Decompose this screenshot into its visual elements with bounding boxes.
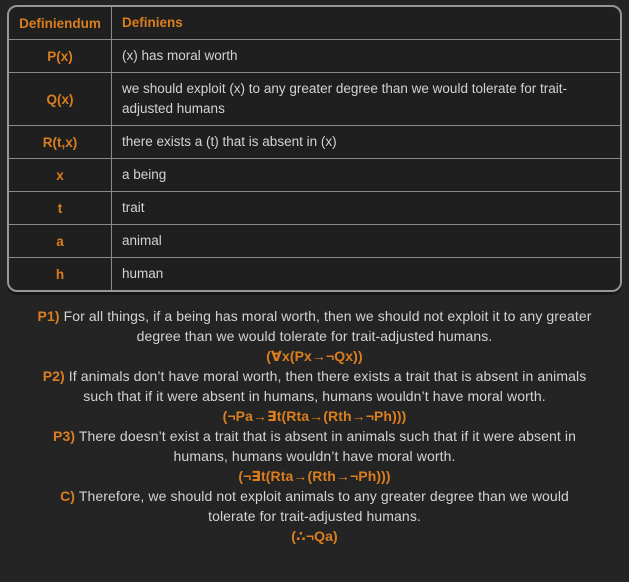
definition-cell: a being: [122, 167, 167, 182]
term-cell: x: [9, 159, 112, 191]
table-row: [9, 224, 620, 257]
definition-cell: human: [122, 266, 164, 281]
premise-p2-formula: (¬Pa→∃t(Rta→(Rth→¬Ph))): [222, 408, 407, 424]
premise-p2-text: If animals don’t have moral worth, then there exists a trait that is absent in animals such that if it were absent in humans, humans wouldn’t have moral worth.: [68, 368, 587, 404]
premise-p1-text: For all things, if a being has moral worth, then we should not exploit it to any greater degree than we would tolerate for trait-adjusted humans.: [63, 308, 592, 344]
definition-cell: trait: [122, 200, 145, 215]
table-row: [9, 191, 620, 224]
premise-p3-formula: (¬∃t(Rta→(Rth→¬Ph))): [238, 468, 391, 484]
premise-p1-label: P1): [37, 308, 60, 324]
table-row: [9, 257, 620, 290]
term-cell: t: [9, 192, 112, 224]
conclusion: [37, 486, 593, 526]
definition-cell: there exists a (t) that is absent in (x): [122, 134, 337, 149]
table-header-row: [9, 7, 620, 39]
page: [0, 5, 629, 546]
argument-section: [37, 306, 593, 546]
premise-p3-label: P3): [53, 428, 76, 444]
table-row: [9, 39, 620, 72]
term-cell: R(t,x): [9, 126, 112, 158]
conclusion-formula: (∴¬Qa): [291, 528, 338, 544]
premise-p3-text: There doesn’t exist a trait that is absent in animals such that if it were absent in humans, humans wouldn’t have moral worth.: [78, 428, 576, 464]
premise-p2: [37, 366, 593, 406]
conclusion-text: Therefore, we should not exploit animals to any greater degree than we would tolerate for trait-adjusted humans.: [78, 488, 569, 524]
definitions-table: [7, 5, 622, 292]
definition-cell: (x) has moral worth: [122, 48, 238, 63]
premise-p1: [37, 306, 593, 346]
premise-p3: [37, 426, 593, 466]
premise-p2-label: P2): [42, 368, 65, 384]
term-cell: h: [9, 258, 112, 290]
definition-cell: animal: [122, 233, 162, 248]
table-row: [9, 158, 620, 191]
header-definiens-cell: Definiens: [122, 15, 183, 30]
definition-cell: we should exploit (x) to any greater degree than we would tolerate for trait-adjusted humans: [122, 81, 567, 116]
term-cell: P(x): [9, 40, 112, 72]
table-row: [9, 125, 620, 158]
conclusion-label: C): [60, 488, 76, 504]
table-row: [9, 72, 620, 125]
header-definiendum-cell: Definiendum: [9, 7, 112, 39]
term-cell: Q(x): [9, 73, 112, 125]
term-cell: a: [9, 225, 112, 257]
premise-p1-formula: (∀x(Px→¬Qx)): [266, 348, 363, 364]
